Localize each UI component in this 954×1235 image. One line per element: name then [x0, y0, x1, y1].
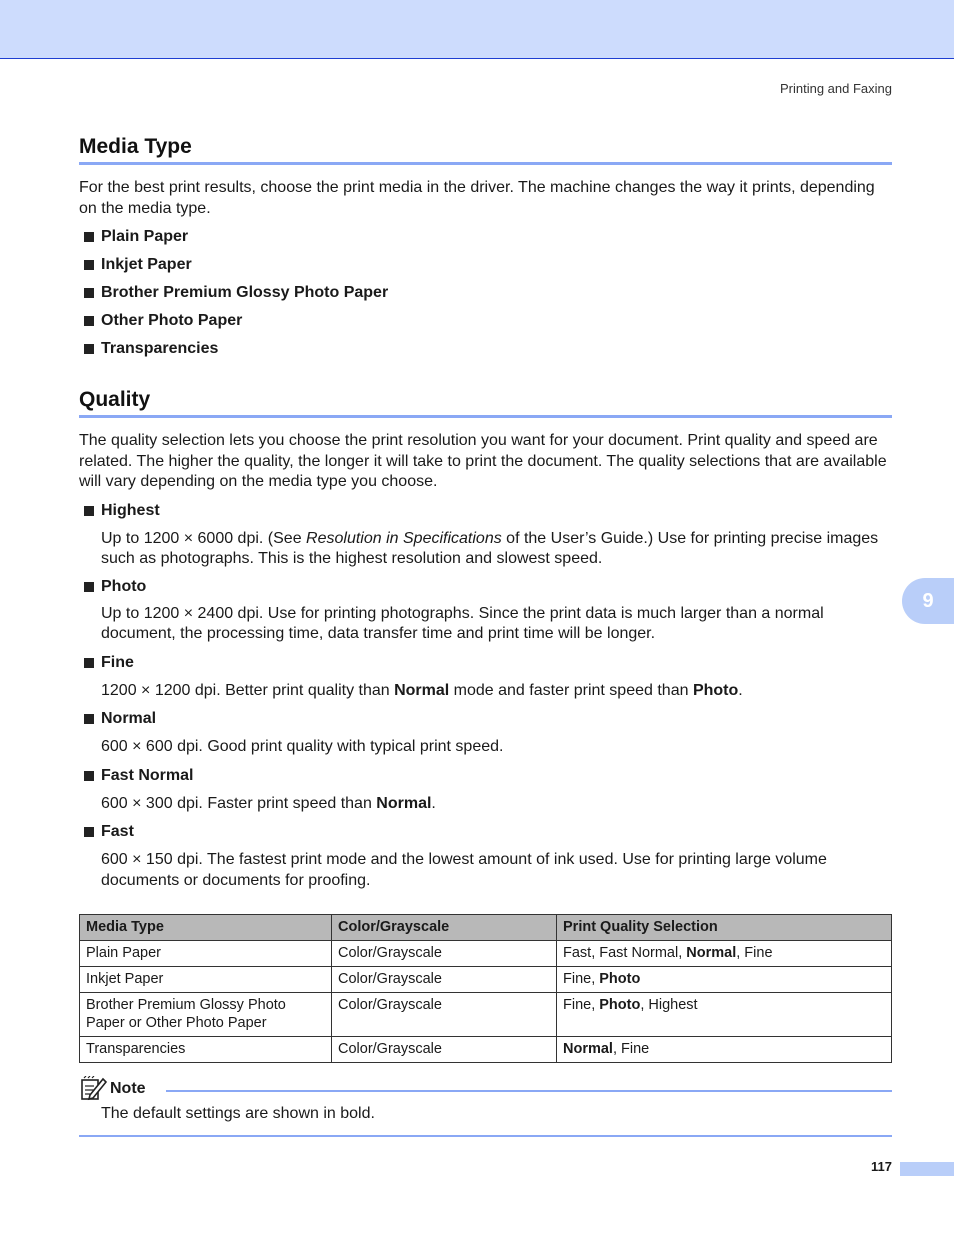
bullet-square-icon: [84, 344, 94, 354]
bullet-square-icon: [84, 316, 94, 326]
column-header: Color/Grayscale: [332, 915, 557, 941]
fast-normal-description: 600 × 300 dpi. Faster print speed than Normal.: [101, 794, 436, 812]
bullet-square-icon: [84, 260, 94, 270]
table-row: [80, 993, 892, 1037]
media-type-heading: Media Type: [79, 135, 892, 165]
table-cell: Fine, Photo: [557, 967, 892, 993]
bullet-square-icon: [84, 582, 94, 592]
table-cell: Brother Premium Glossy Photo Paper or Other Photo Paper: [80, 993, 332, 1037]
quality-item-normal: Normal: [84, 708, 892, 730]
bullet-square-icon: [84, 714, 94, 724]
chapter-tab: 9: [902, 578, 954, 624]
page-number: 117: [871, 1159, 892, 1174]
table-row: [80, 1037, 892, 1063]
table-row: [80, 967, 892, 993]
normal-description: 600 × 600 dpi. Good print quality with typical print speed.: [101, 738, 504, 755]
table-cell: Fine, Photo, Highest: [557, 993, 892, 1037]
bullet-square-icon: [84, 658, 94, 668]
note-title: Note: [110, 1080, 146, 1097]
table-row: [80, 941, 892, 967]
table-cell: Plain Paper: [80, 941, 332, 967]
bullet-square-icon: [84, 827, 94, 837]
column-header: Media Type: [80, 915, 332, 941]
note-header: [79, 1076, 892, 1102]
fine-description: 1200 × 1200 dpi. Better print quality than Normal mode and faster print speed than Photo.: [101, 681, 743, 699]
top-header-band: [0, 0, 954, 59]
quality-item-fine: Fine: [84, 652, 892, 674]
media-type-list: [79, 226, 892, 360]
note-pencil-icon: [79, 1076, 107, 1102]
bullet-square-icon: [84, 288, 94, 298]
note-bottom-rule: [79, 1135, 892, 1137]
highest-description: Up to 1200 × 6000 dpi. (See Resolution in Specifications of the User’s Guide.) Use for printing precise images such as photographs. This is the highest resolution and slowest speed.: [101, 529, 879, 567]
table-cell: Color/Grayscale: [332, 1037, 557, 1063]
table-cell: Color/Grayscale: [332, 967, 557, 993]
list-item: Inkjet Paper: [84, 254, 892, 276]
page-number-bar: [900, 1162, 954, 1176]
running-header: Printing and Faxing: [779, 81, 892, 96]
list-item: Transparencies: [84, 338, 892, 360]
photo-description: Up to 1200 × 2400 dpi. Use for printing photographs. Since the print data is much larger than a normal document, the processing time, data transfer time and print time will be longer.: [101, 604, 824, 642]
note-text: The default settings are shown in bold.: [101, 1105, 375, 1122]
note-rule: [166, 1090, 892, 1092]
list-item: Plain Paper: [84, 226, 892, 248]
column-header: Print Quality Selection: [557, 915, 892, 941]
fast-description: 600 × 150 dpi. The fastest print mode and the lowest amount of ink used. Use for printing large volume documents or documents for proofing.: [101, 851, 827, 889]
table-cell: Color/Grayscale: [332, 941, 557, 967]
list-item: Brother Premium Glossy Photo Paper: [84, 282, 892, 304]
quality-item-highest: Highest: [84, 500, 892, 522]
bullet-square-icon: [84, 771, 94, 781]
note-box: [79, 1076, 892, 1137]
table-cell: Color/Grayscale: [332, 993, 557, 1037]
table-cell: Transparencies: [80, 1037, 332, 1063]
table-cell: Fast, Fast Normal, Normal, Fine: [557, 941, 892, 967]
resolution-reference: Resolution in Specifications: [306, 529, 502, 547]
media-type-intro: For the best print results, choose the print media in the driver. The machine changes the way it prints, depending on the media type.: [79, 179, 875, 217]
quality-heading: Quality: [79, 388, 892, 418]
table-header-row: [80, 915, 892, 941]
page-content: [79, 135, 892, 1137]
list-item: Other Photo Paper: [84, 310, 892, 332]
quality-intro: The quality selection lets you choose the print resolution you want for your document. Print quality and speed are related. The higher the quality, the longer it will take to print the document. The quality selections that are available will vary depending on the media type you choose.: [79, 432, 887, 490]
quality-item-fast-normal: Fast Normal: [84, 765, 892, 787]
bullet-square-icon: [84, 232, 94, 242]
bullet-square-icon: [84, 506, 94, 516]
quality-table: [79, 914, 892, 1063]
table-cell: Normal, Fine: [557, 1037, 892, 1063]
table-cell: Inkjet Paper: [80, 967, 332, 993]
quality-item-fast: Fast: [84, 821, 892, 843]
quality-item-photo: Photo: [84, 576, 892, 598]
